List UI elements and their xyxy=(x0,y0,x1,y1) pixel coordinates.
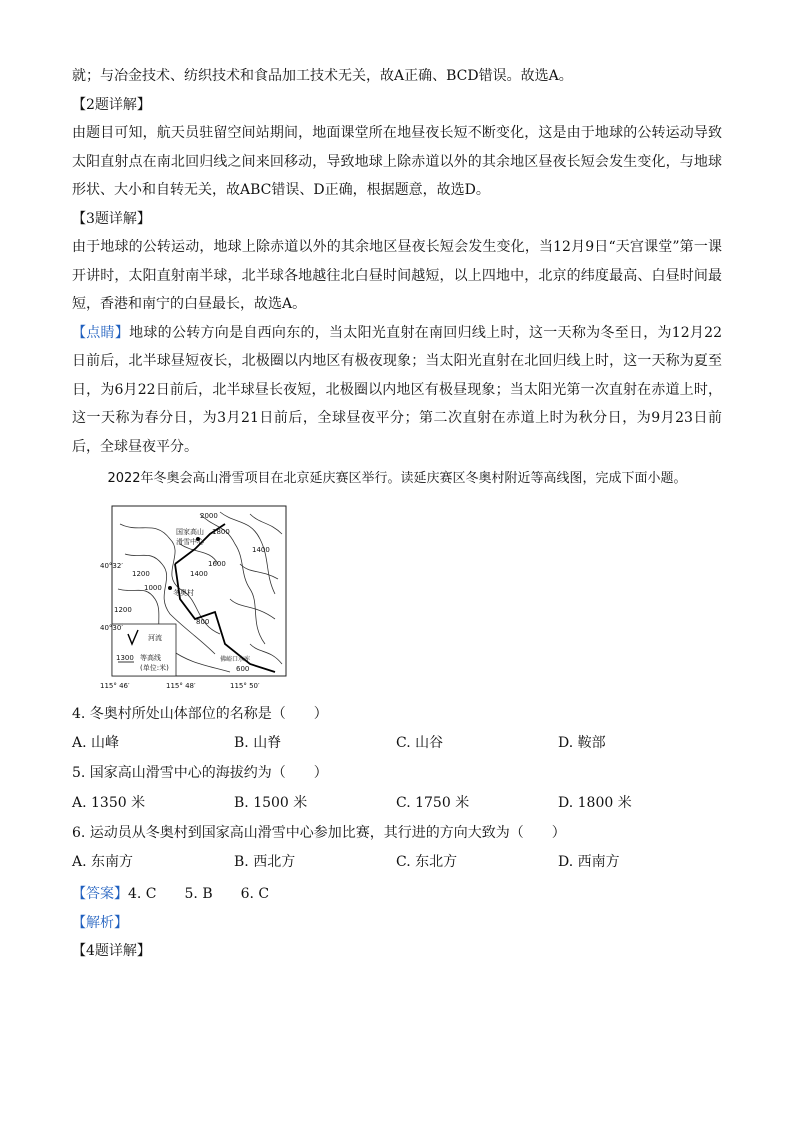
option: A. 山峰 xyxy=(72,735,120,751)
option: C. 1750 米 xyxy=(396,794,470,811)
contour-label: 1200 xyxy=(114,605,132,614)
option: D. 西南方 xyxy=(558,854,620,870)
town-label: 佛峪口水库 xyxy=(220,655,251,663)
ski-center-label: 滑雪中心 xyxy=(176,537,204,546)
answer-label: 【答案】 xyxy=(72,886,128,902)
paragraph: 由题目可知，航天员驻留空间站期间，地面课堂所在地昼夜长短不断变化，这是由于地球的公转运动导致太阳直射点在南北回归线之间来回移动，导致地球上除赤道以外的其余地区昼夜长短会发生变化，与地球形状、大小和自转无关，故ABC错误、D正确，根据题意，故选D。 xyxy=(72,125,722,198)
paragraph: 就；与冶金技术、纺织技术和食品加工技术无关，故A正确、BCD错误。故选A。 xyxy=(72,68,573,84)
lat-label: 40°32′ xyxy=(100,561,123,570)
legend-unit-label: (单位:米) xyxy=(140,663,169,672)
question-6-options xyxy=(72,847,722,878)
option: A. 1350 米 xyxy=(72,794,146,811)
option: C. 东北方 xyxy=(396,854,458,870)
village-marker xyxy=(168,586,172,590)
contour-map-svg xyxy=(100,504,300,694)
question-intro: 2022年冬奥会高山滑雪项目在北京延庆赛区举行。读延庆赛区冬奥村附近等高线图，完成下面小题。 xyxy=(107,471,687,486)
village-label: 冬奥村 xyxy=(173,588,194,597)
contour-label: 800 xyxy=(196,617,210,626)
question-4-options xyxy=(72,728,722,759)
question-4: 4. 冬奥村所处山体部位的名称是（ ） xyxy=(72,705,328,722)
contour-label: 1800 xyxy=(212,527,230,536)
contour-label: 1000 xyxy=(144,583,162,592)
ski-center-label: 国家高山 xyxy=(176,527,204,536)
paragraph: 由于地球的公转运动，地球上除赤道以外的其余地区昼夜长短会发生变化，当12月9日“天宫课堂”第一课开讲时，太阳直射南半球，北半球各地越往北白昼时间越短，以上四地中，北京的纬度最高、白昼时间最短，香港和南宁的白昼最长，故选A。 xyxy=(72,239,722,312)
lon-label: 115° 50′ xyxy=(230,681,260,690)
contour-label: 600 xyxy=(236,664,250,673)
lon-label: 115° 46′ xyxy=(100,681,130,690)
contour-label: 1400 xyxy=(190,569,208,578)
answer-text: 4. C 5. B 6. C xyxy=(128,886,270,902)
lon-label: 115° 48′ xyxy=(166,681,196,690)
note-paragraph xyxy=(72,319,722,462)
lat-label: 40°30′ xyxy=(100,623,123,632)
section-heading: 【2题详解】 xyxy=(72,96,151,113)
section-heading: 【4题详解】 xyxy=(72,943,151,959)
option: D. 1800 米 xyxy=(558,794,632,811)
analysis-label: 【解析】 xyxy=(72,914,128,931)
option: D. 鞍部 xyxy=(558,735,606,751)
legend-contour-label: 等高线 xyxy=(140,653,161,662)
note-label: 【点睛】 xyxy=(72,324,130,341)
question-6: 6. 运动员从冬奥村到国家高山滑雪中心参加比赛，其行进的方向大致为（ ） xyxy=(72,824,566,841)
note-text: 地球的公转方向是自西向东的，当太阳光直射在南回归线上时，这一天称为冬至日，为12月22日前后，北半球昼短夜长，北极圈以内地区有极夜现象；当太阳光直射在北回归线上时，这一天称为夏至日，为6月22日前后，北半球昼长夜短，北极圈以内地区有极昼现象；当太阳光第一次直射在赤道上时，这一天称为春分日，为3月21日前后，全球昼夜平分；第二次直射在赤道上时为秋分日，为9月23日前后，全球昼夜平分。 xyxy=(72,324,722,455)
contour-label: 2000 xyxy=(200,511,218,520)
option: C. 山谷 xyxy=(396,735,444,751)
contour-map xyxy=(100,504,300,694)
question-5-options xyxy=(72,788,722,819)
document-page xyxy=(72,62,722,966)
option: B. 山脊 xyxy=(234,735,282,751)
section-heading: 【3题详解】 xyxy=(72,210,151,227)
answer-line xyxy=(72,880,722,909)
contour-label: 1400 xyxy=(252,545,270,554)
legend-sample-value: 1300 xyxy=(116,653,134,662)
question-5: 5. 国家高山滑雪中心的海拔约为（ ） xyxy=(72,765,328,781)
option: B. 1500 米 xyxy=(234,794,308,811)
contour-label: 1600 xyxy=(208,559,226,568)
legend-river-label: 河流 xyxy=(148,633,162,642)
option: A. 东南方 xyxy=(72,854,134,870)
option: B. 西北方 xyxy=(234,854,296,870)
contour-label: 1200 xyxy=(132,569,150,578)
